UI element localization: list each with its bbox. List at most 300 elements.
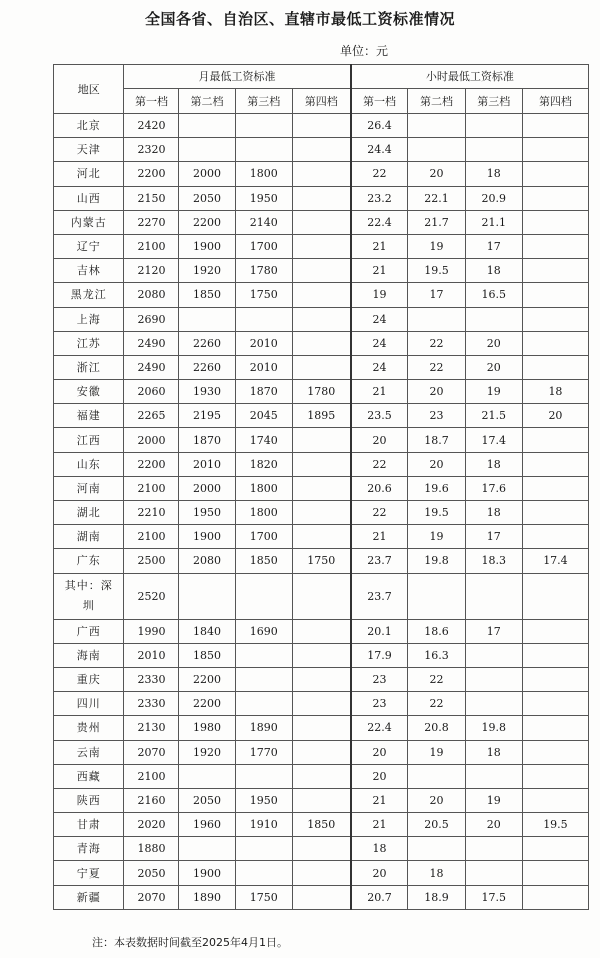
monthly-tier-2-header: 第二档 xyxy=(179,89,235,114)
hourly-tier-4-cell xyxy=(522,788,588,812)
hourly-tier-3-cell xyxy=(465,692,522,716)
table-row xyxy=(54,428,589,452)
hourly-tier-1-cell: 26.4 xyxy=(351,114,408,138)
monthly-tier-1-cell: 2500 xyxy=(124,549,179,573)
monthly-tier-4-cell: 1895 xyxy=(292,404,350,428)
monthly-tier-4-cell xyxy=(292,764,350,788)
unit-label: 单位：元 xyxy=(340,44,389,58)
monthly-tier-3-cell: 2045 xyxy=(235,404,292,428)
monthly-tier-4-cell xyxy=(292,837,350,861)
monthly-tier-2-cell: 1900 xyxy=(179,234,235,258)
region-cell: 黑龙江 xyxy=(54,283,124,307)
monthly-tier-4-cell xyxy=(292,619,350,643)
hourly-tier-4-cell xyxy=(522,501,588,525)
hourly-tier-1-cell: 23 xyxy=(351,667,408,691)
monthly-tier-2-cell xyxy=(179,573,235,619)
hourly-tier-3-cell xyxy=(465,114,522,138)
hourly-tier-4-cell xyxy=(522,837,588,861)
table-row xyxy=(54,692,589,716)
region-cell: 安徽 xyxy=(54,380,124,404)
table-row xyxy=(54,331,589,355)
hourly-tier-3-cell xyxy=(465,861,522,885)
hourly-tier-2-cell xyxy=(408,114,465,138)
hourly-tier-1-cell: 20 xyxy=(351,740,408,764)
monthly-tier-3-cell: 2140 xyxy=(235,210,292,234)
hourly-tier-4-cell xyxy=(522,692,588,716)
monthly-tier-3-cell: 1740 xyxy=(235,428,292,452)
monthly-tier-4-cell xyxy=(292,525,350,549)
region-cell: 贵州 xyxy=(54,716,124,740)
monthly-tier-2-cell xyxy=(179,114,235,138)
monthly-tier-2-cell: 1850 xyxy=(179,283,235,307)
table-row xyxy=(54,716,589,740)
monthly-tier-3-cell: 1820 xyxy=(235,452,292,476)
monthly-tier-1-cell: 2420 xyxy=(124,114,179,138)
monthly-tier-1-cell: 1880 xyxy=(124,837,179,861)
monthly-tier-4-cell xyxy=(292,283,350,307)
region-cell: 福建 xyxy=(54,404,124,428)
table-row xyxy=(54,837,589,861)
hourly-tier-4-cell xyxy=(522,307,588,331)
table-row xyxy=(54,283,589,307)
table-row xyxy=(54,138,589,162)
hourly-tier-4-cell xyxy=(522,283,588,307)
monthly-tier-2-cell xyxy=(179,837,235,861)
region-cell: 辽宁 xyxy=(54,234,124,258)
monthly-tier-1-cell: 2210 xyxy=(124,501,179,525)
monthly-tier-4-cell xyxy=(292,452,350,476)
monthly-tier-2-cell: 2200 xyxy=(179,667,235,691)
hourly-tier-2-cell: 20.5 xyxy=(408,813,465,837)
hourly-tier-1-cell: 20 xyxy=(351,428,408,452)
hourly-tier-3-cell: 17 xyxy=(465,619,522,643)
hourly-tier-4-cell xyxy=(522,619,588,643)
region-cell: 上海 xyxy=(54,307,124,331)
hourly-tier-1-cell: 20 xyxy=(351,764,408,788)
hourly-tier-2-cell: 19 xyxy=(408,234,465,258)
region-cell: 西藏 xyxy=(54,764,124,788)
hourly-tier-3-cell: 18 xyxy=(465,501,522,525)
hourly-tier-1-cell: 23.7 xyxy=(351,549,408,573)
hourly-tier-1-cell: 17.9 xyxy=(351,643,408,667)
hourly-tier-2-cell: 20 xyxy=(408,380,465,404)
monthly-tier-2-cell: 2080 xyxy=(179,549,235,573)
hourly-tier-3-cell: 21.1 xyxy=(465,210,522,234)
hourly-tier-2-cell: 18.7 xyxy=(408,428,465,452)
monthly-tier-2-cell: 1900 xyxy=(179,861,235,885)
hourly-tier-4-cell xyxy=(522,861,588,885)
monthly-tier-4-cell xyxy=(292,307,350,331)
hourly-tier-4-cell xyxy=(522,331,588,355)
table-row xyxy=(54,549,589,573)
region-cell: 新疆 xyxy=(54,885,124,909)
hourly-tier-2-cell: 22 xyxy=(408,331,465,355)
hourly-tier-1-cell: 23.7 xyxy=(351,573,408,619)
hourly-tier-4-cell: 19.5 xyxy=(522,813,588,837)
hourly-tier-1-cell: 21 xyxy=(351,234,408,258)
hourly-tier-3-cell: 18.3 xyxy=(465,549,522,573)
hourly-tier-3-cell: 21.5 xyxy=(465,404,522,428)
hourly-tier-1-cell: 21 xyxy=(351,380,408,404)
hourly-tier-1-cell: 20.6 xyxy=(351,476,408,500)
hourly-tier-1-cell: 20 xyxy=(351,861,408,885)
monthly-tier-1-cell: 2200 xyxy=(124,452,179,476)
hourly-tier-4-cell xyxy=(522,643,588,667)
region-cell: 内蒙古 xyxy=(54,210,124,234)
monthly-tier-3-cell: 2010 xyxy=(235,331,292,355)
hourly-tier-3-cell: 18 xyxy=(465,740,522,764)
hourly-tier-3-cell: 19 xyxy=(465,380,522,404)
monthly-tier-2-cell xyxy=(179,764,235,788)
hourly-tier-2-cell xyxy=(408,307,465,331)
monthly-tier-4-cell xyxy=(292,210,350,234)
table-row xyxy=(54,619,589,643)
table-row xyxy=(54,307,589,331)
hourly-tier-2-cell: 20 xyxy=(408,452,465,476)
hourly-tier-3-cell xyxy=(465,667,522,691)
table-row xyxy=(54,740,589,764)
monthly-tier-3-cell: 1950 xyxy=(235,186,292,210)
monthly-tier-1-cell: 2160 xyxy=(124,788,179,812)
monthly-tier-4-cell xyxy=(292,331,350,355)
hourly-tier-3-cell: 17 xyxy=(465,525,522,549)
monthly-tier-4-cell xyxy=(292,138,350,162)
monthly-tier-2-cell: 1840 xyxy=(179,619,235,643)
monthly-tier-1-cell: 2100 xyxy=(124,476,179,500)
hourly-tier-2-cell: 19.8 xyxy=(408,549,465,573)
hourly-tier-2-cell: 23 xyxy=(408,404,465,428)
monthly-tier-1-cell: 1990 xyxy=(124,619,179,643)
table-row xyxy=(54,861,589,885)
table-row xyxy=(54,667,589,691)
monthly-tier-4-cell xyxy=(292,186,350,210)
region-cell: 天津 xyxy=(54,138,124,162)
hourly-tier-2-cell xyxy=(408,573,465,619)
monthly-tier-4-cell xyxy=(292,667,350,691)
monthly-tier-1-cell: 2020 xyxy=(124,813,179,837)
hourly-tier-4-cell xyxy=(522,355,588,379)
hourly-tier-3-cell: 20 xyxy=(465,813,522,837)
table-row xyxy=(54,404,589,428)
hourly-tier-3-cell xyxy=(465,138,522,162)
region-cell: 陕西 xyxy=(54,788,124,812)
hourly-tier-2-cell: 19.5 xyxy=(408,259,465,283)
hourly-tier-3-cell xyxy=(465,837,522,861)
hourly-tier-1-cell: 21 xyxy=(351,788,408,812)
hourly-tier-1-cell: 20.1 xyxy=(351,619,408,643)
hourly-tier-4-cell xyxy=(522,138,588,162)
hourly-tier-2-cell: 20 xyxy=(408,162,465,186)
monthly-tier-1-cell: 2270 xyxy=(124,210,179,234)
monthly-tier-2-cell: 2000 xyxy=(179,162,235,186)
table-row xyxy=(54,643,589,667)
monthly-tier-1-cell: 2520 xyxy=(124,573,179,619)
table-row xyxy=(54,234,589,258)
region-cell: 宁夏 xyxy=(54,861,124,885)
hourly-header: 小时最低工资标准 xyxy=(351,65,589,89)
region-cell: 湖南 xyxy=(54,525,124,549)
monthly-tier-1-cell: 2050 xyxy=(124,861,179,885)
table-row xyxy=(54,525,589,549)
hourly-tier-1-cell: 19 xyxy=(351,283,408,307)
monthly-tier-3-cell: 1870 xyxy=(235,380,292,404)
monthly-tier-3-cell xyxy=(235,837,292,861)
hourly-tier-4-cell xyxy=(522,452,588,476)
monthly-tier-4-cell: 1850 xyxy=(292,813,350,837)
hourly-tier-1-cell: 24.4 xyxy=(351,138,408,162)
monthly-tier-4-cell xyxy=(292,234,350,258)
monthly-tier-2-cell: 1920 xyxy=(179,740,235,764)
monthly-tier-2-cell: 2010 xyxy=(179,452,235,476)
region-header: 地区 xyxy=(54,65,124,114)
table-row xyxy=(54,355,589,379)
hourly-tier-4-cell xyxy=(522,162,588,186)
monthly-tier-1-cell: 2070 xyxy=(124,885,179,909)
monthly-tier-3-cell: 1890 xyxy=(235,716,292,740)
hourly-tier-2-cell xyxy=(408,837,465,861)
hourly-tier-1-cell: 18 xyxy=(351,837,408,861)
table-row xyxy=(54,186,589,210)
monthly-tier-1-cell: 2320 xyxy=(124,138,179,162)
table-row xyxy=(54,764,589,788)
hourly-tier-2-cell: 22 xyxy=(408,692,465,716)
region-cell: 湖北 xyxy=(54,501,124,525)
hourly-tier-4-cell xyxy=(522,259,588,283)
hourly-tier-4-cell: 18 xyxy=(522,380,588,404)
hourly-tier-4-cell xyxy=(522,476,588,500)
region-cell: 浙江 xyxy=(54,355,124,379)
hourly-tier-2-cell xyxy=(408,764,465,788)
monthly-tier-2-cell: 1870 xyxy=(179,428,235,452)
monthly-tier-2-cell: 1900 xyxy=(179,525,235,549)
monthly-tier-2-cell: 1930 xyxy=(179,380,235,404)
region-cell: 江西 xyxy=(54,428,124,452)
monthly-tier-2-cell: 2000 xyxy=(179,476,235,500)
region-cell: 甘肃 xyxy=(54,813,124,837)
region-cell: 山西 xyxy=(54,186,124,210)
monthly-tier-1-cell: 2690 xyxy=(124,307,179,331)
hourly-tier-3-cell xyxy=(465,643,522,667)
hourly-tier-1-cell: 23.5 xyxy=(351,404,408,428)
monthly-tier-1-cell: 2070 xyxy=(124,740,179,764)
monthly-tier-4-cell: 1780 xyxy=(292,380,350,404)
region-cell: 北京 xyxy=(54,114,124,138)
minimum-wage-table xyxy=(53,64,589,910)
monthly-header: 月最低工资标准 xyxy=(124,65,351,89)
monthly-tier-2-cell: 2195 xyxy=(179,404,235,428)
monthly-tier-4-cell xyxy=(292,861,350,885)
hourly-tier-3-cell xyxy=(465,307,522,331)
monthly-tier-1-cell: 2100 xyxy=(124,525,179,549)
hourly-tier-4-cell xyxy=(522,428,588,452)
hourly-tier-1-cell: 21 xyxy=(351,259,408,283)
monthly-tier-4-cell xyxy=(292,476,350,500)
monthly-tier-3-cell: 1700 xyxy=(235,234,292,258)
hourly-tier-1-cell: 22.4 xyxy=(351,716,408,740)
monthly-tier-4-cell xyxy=(292,643,350,667)
table-row xyxy=(54,452,589,476)
hourly-tier-4-cell xyxy=(522,716,588,740)
region-cell: 广东 xyxy=(54,549,124,573)
hourly-tier-4-cell xyxy=(522,114,588,138)
hourly-tier-3-header: 第三档 xyxy=(465,89,522,114)
monthly-tier-2-cell: 2050 xyxy=(179,186,235,210)
table-row xyxy=(54,380,589,404)
hourly-tier-3-cell: 18 xyxy=(465,452,522,476)
region-cell: 山东 xyxy=(54,452,124,476)
monthly-tier-2-cell: 2200 xyxy=(179,210,235,234)
region-cell: 江苏 xyxy=(54,331,124,355)
hourly-tier-4-cell xyxy=(522,885,588,909)
page-title: 全国各省、自治区、直辖市最低工资标准情况 xyxy=(144,10,455,28)
hourly-tier-3-cell: 20 xyxy=(465,331,522,355)
monthly-tier-1-cell: 2150 xyxy=(124,186,179,210)
monthly-tier-2-cell xyxy=(179,138,235,162)
region-cell: 广西 xyxy=(54,619,124,643)
monthly-tier-3-cell xyxy=(235,573,292,619)
table-row xyxy=(54,501,589,525)
hourly-tier-2-cell: 19.6 xyxy=(408,476,465,500)
monthly-tier-4-cell xyxy=(292,428,350,452)
monthly-tier-1-cell: 2100 xyxy=(124,764,179,788)
monthly-tier-3-cell xyxy=(235,114,292,138)
monthly-tier-4-cell: 1750 xyxy=(292,549,350,573)
monthly-tier-3-cell: 1690 xyxy=(235,619,292,643)
hourly-tier-1-cell: 20.7 xyxy=(351,885,408,909)
monthly-tier-3-cell xyxy=(235,764,292,788)
hourly-tier-1-cell: 24 xyxy=(351,331,408,355)
hourly-tier-3-cell: 16.5 xyxy=(465,283,522,307)
region-cell: 海南 xyxy=(54,643,124,667)
monthly-tier-3-cell xyxy=(235,643,292,667)
hourly-tier-3-cell: 19.8 xyxy=(465,716,522,740)
monthly-tier-4-cell xyxy=(292,501,350,525)
hourly-tier-4-cell xyxy=(522,740,588,764)
hourly-tier-1-cell: 22 xyxy=(351,501,408,525)
region-cell: 其中：深圳 xyxy=(54,573,124,619)
hourly-tier-2-header: 第二档 xyxy=(408,89,465,114)
monthly-tier-1-cell: 2330 xyxy=(124,692,179,716)
table-row xyxy=(54,573,589,619)
monthly-tier-4-cell xyxy=(292,114,350,138)
monthly-tier-3-cell: 1750 xyxy=(235,885,292,909)
monthly-tier-3-cell: 1780 xyxy=(235,259,292,283)
hourly-tier-2-cell: 22 xyxy=(408,667,465,691)
hourly-tier-2-cell: 19.5 xyxy=(408,501,465,525)
table-row xyxy=(54,162,589,186)
region-cell: 云南 xyxy=(54,740,124,764)
region-cell: 四川 xyxy=(54,692,124,716)
hourly-tier-4-cell xyxy=(522,764,588,788)
hourly-tier-1-cell: 24 xyxy=(351,355,408,379)
hourly-tier-2-cell: 22.1 xyxy=(408,186,465,210)
monthly-tier-3-cell: 1750 xyxy=(235,283,292,307)
hourly-tier-1-cell: 21 xyxy=(351,525,408,549)
monthly-tier-1-cell: 2010 xyxy=(124,643,179,667)
region-cell: 重庆 xyxy=(54,667,124,691)
hourly-tier-2-cell: 20.8 xyxy=(408,716,465,740)
monthly-tier-4-cell xyxy=(292,788,350,812)
table-row xyxy=(54,788,589,812)
hourly-tier-4-cell: 20 xyxy=(522,404,588,428)
monthly-tier-3-cell: 1850 xyxy=(235,549,292,573)
hourly-tier-4-cell xyxy=(522,525,588,549)
hourly-tier-2-cell xyxy=(408,138,465,162)
monthly-tier-4-cell xyxy=(292,740,350,764)
hourly-tier-1-cell: 24 xyxy=(351,307,408,331)
hourly-tier-3-cell: 19 xyxy=(465,788,522,812)
monthly-tier-1-cell: 2060 xyxy=(124,380,179,404)
hourly-tier-2-cell: 17 xyxy=(408,283,465,307)
monthly-tier-1-cell: 2265 xyxy=(124,404,179,428)
monthly-tier-3-cell: 1770 xyxy=(235,740,292,764)
monthly-tier-3-cell xyxy=(235,138,292,162)
hourly-tier-2-cell: 20 xyxy=(408,788,465,812)
monthly-tier-1-cell: 2490 xyxy=(124,355,179,379)
hourly-tier-2-cell: 18.9 xyxy=(408,885,465,909)
hourly-tier-3-cell: 17.6 xyxy=(465,476,522,500)
hourly-tier-4-cell xyxy=(522,186,588,210)
hourly-tier-1-header: 第一档 xyxy=(351,89,408,114)
monthly-tier-2-cell: 1980 xyxy=(179,716,235,740)
monthly-tier-3-cell: 1950 xyxy=(235,788,292,812)
monthly-tier-3-cell: 1700 xyxy=(235,525,292,549)
monthly-tier-4-header: 第四档 xyxy=(292,89,350,114)
monthly-tier-1-cell: 2490 xyxy=(124,331,179,355)
monthly-tier-3-cell: 1800 xyxy=(235,476,292,500)
hourly-tier-2-cell: 19 xyxy=(408,740,465,764)
footnote: 注：本表数据时间截至2025年4月1日。 xyxy=(92,936,288,949)
monthly-tier-1-cell: 2100 xyxy=(124,234,179,258)
hourly-tier-3-cell: 20 xyxy=(465,355,522,379)
monthly-tier-3-cell xyxy=(235,667,292,691)
monthly-tier-4-cell xyxy=(292,259,350,283)
hourly-tier-3-cell: 18 xyxy=(465,162,522,186)
monthly-tier-3-cell xyxy=(235,307,292,331)
monthly-tier-2-cell: 2200 xyxy=(179,692,235,716)
monthly-tier-1-cell: 2080 xyxy=(124,283,179,307)
monthly-tier-3-cell: 1800 xyxy=(235,501,292,525)
hourly-tier-2-cell: 21.7 xyxy=(408,210,465,234)
monthly-tier-1-cell: 2120 xyxy=(124,259,179,283)
table-row xyxy=(54,210,589,234)
monthly-tier-2-cell: 1920 xyxy=(179,259,235,283)
hourly-tier-1-cell: 22 xyxy=(351,162,408,186)
table-row xyxy=(54,476,589,500)
monthly-tier-2-cell: 1850 xyxy=(179,643,235,667)
monthly-tier-3-cell: 2010 xyxy=(235,355,292,379)
monthly-tier-1-header: 第一档 xyxy=(124,89,179,114)
table-row xyxy=(54,885,589,909)
monthly-tier-2-cell: 2260 xyxy=(179,355,235,379)
hourly-tier-1-cell: 23.2 xyxy=(351,186,408,210)
monthly-tier-2-cell: 1890 xyxy=(179,885,235,909)
monthly-tier-4-cell xyxy=(292,716,350,740)
table-body xyxy=(54,114,589,910)
monthly-tier-1-cell: 2200 xyxy=(124,162,179,186)
monthly-tier-4-cell xyxy=(292,692,350,716)
region-cell: 青海 xyxy=(54,837,124,861)
hourly-tier-3-cell: 17 xyxy=(465,234,522,258)
hourly-tier-2-cell: 16.3 xyxy=(408,643,465,667)
region-cell: 河南 xyxy=(54,476,124,500)
monthly-tier-2-cell: 1950 xyxy=(179,501,235,525)
hourly-tier-2-cell: 22 xyxy=(408,355,465,379)
hourly-tier-4-cell xyxy=(522,667,588,691)
hourly-tier-3-cell xyxy=(465,764,522,788)
hourly-tier-3-cell xyxy=(465,573,522,619)
monthly-tier-4-cell xyxy=(292,162,350,186)
